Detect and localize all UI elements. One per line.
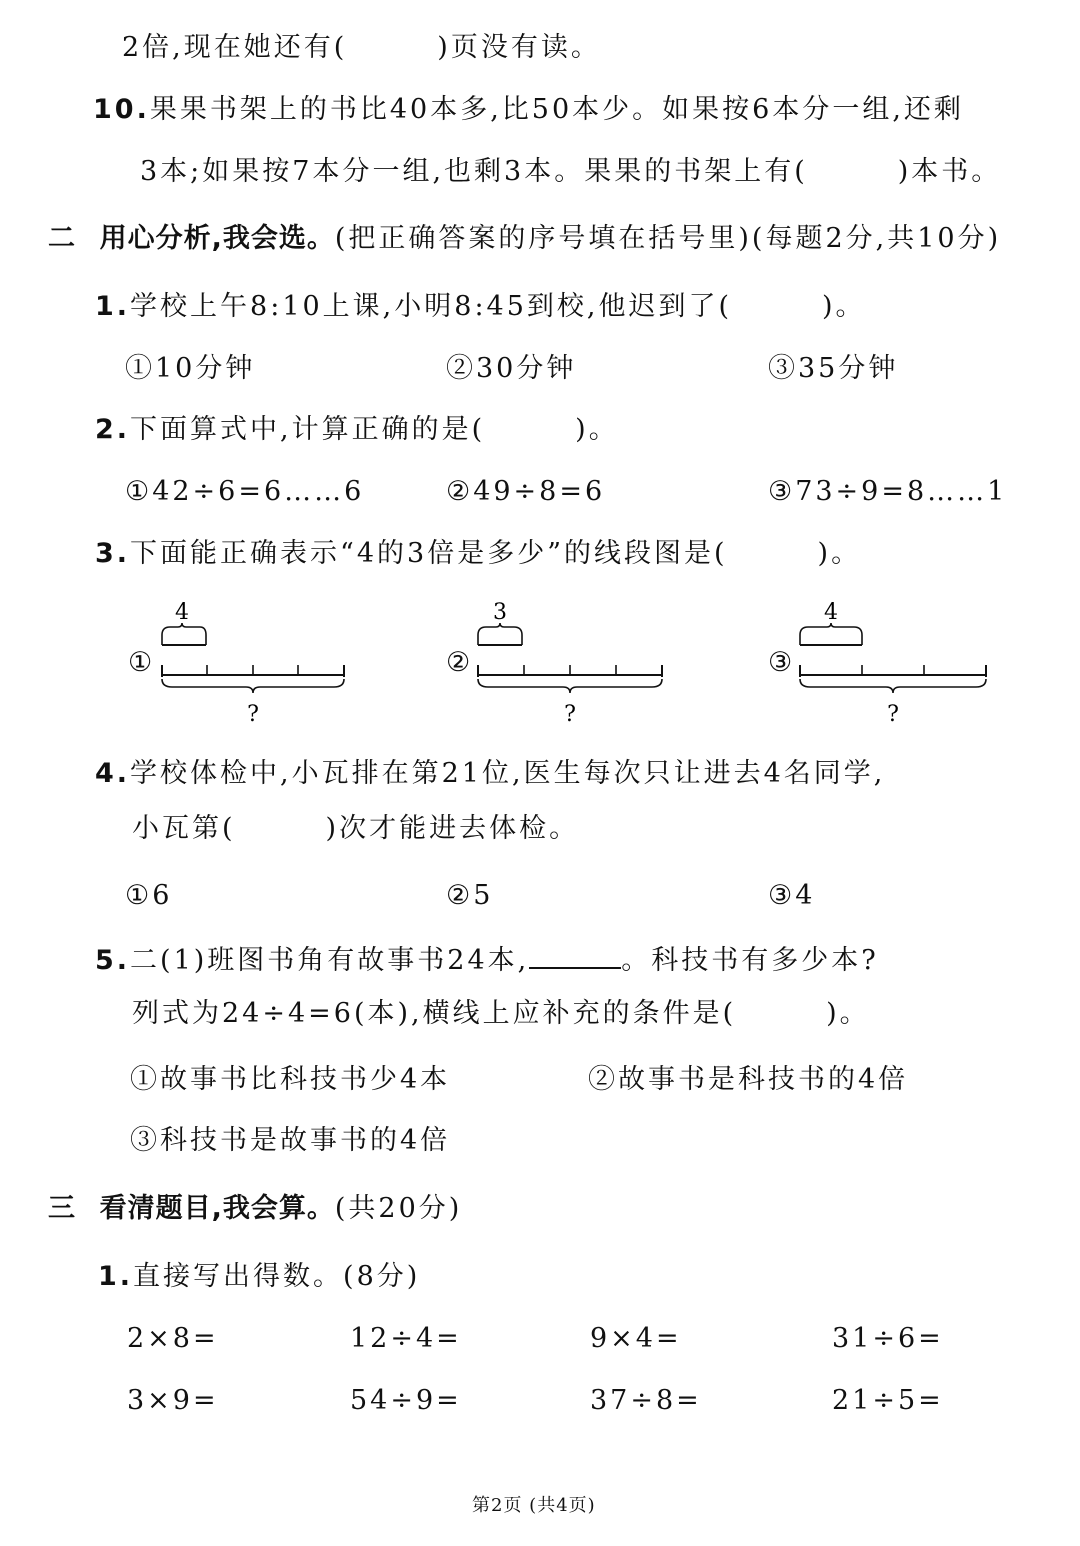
- s2-q1-text: 学校上午8:10上课,小明8:45到校,他迟到了( )。: [130, 291, 866, 322]
- segment-diagram-3: [790, 595, 1000, 730]
- s2-q2-option-3: ③73÷9=8……1: [768, 476, 1008, 507]
- calc-item: 9×4=: [590, 1323, 682, 1354]
- s2-q2-option-2: ②49÷8=6: [446, 476, 606, 507]
- s3-q1-stem: [98, 1263, 420, 1290]
- s2-q5-text-1a: 二(1)班图书角有故事书24本,: [130, 945, 530, 976]
- s2-q2-text: 下面算式中,计算正确的是( )。: [130, 414, 619, 445]
- page-footer: 第2页 (共4页): [472, 1495, 596, 1516]
- s2-q3-stem: [95, 540, 861, 567]
- diagram-1-question-mark: ?: [247, 702, 259, 727]
- s3-q1-number: 1.: [98, 1261, 134, 1292]
- s2-q1-option-3: ③35分钟: [768, 353, 899, 384]
- calc-item: 54÷9=: [350, 1385, 462, 1416]
- diagram-2-top-brace: [478, 623, 522, 635]
- s2-q2-option-1: ①42÷6=6……6: [125, 476, 365, 507]
- section3-title: 看清题目,我会算。: [99, 1193, 335, 1224]
- s2-q5-stem-line1: [95, 945, 879, 974]
- s2-q4-number: 4.: [95, 758, 131, 789]
- diagram-3-bottom-brace: [800, 679, 986, 693]
- s2-q5-option-2: ②故事书是科技书的4倍: [588, 1064, 909, 1095]
- s2-q1-number: 1.: [95, 291, 131, 322]
- s2-q5-number: 5.: [95, 945, 131, 976]
- q10-line1: [93, 96, 964, 123]
- s2-q4-text-1: 学校体检中,小瓦排在第21位,医生每次只让进去4名同学,: [130, 758, 886, 789]
- diagram-1-short-label: 4: [175, 600, 189, 625]
- section3-note: (共20分): [334, 1193, 463, 1224]
- section2-title: 用心分析,我会选。: [99, 223, 335, 254]
- segment-diagram-1: [150, 595, 360, 730]
- s2-q5-stem-line2: 列式为24÷4=6(本),横线上应补充的条件是( )。: [132, 998, 870, 1029]
- s2-q5-text-1b: 。科技书有多少本?: [621, 945, 879, 976]
- s2-q3-option-3: ③: [768, 647, 796, 678]
- calc-item: 37÷8=: [590, 1385, 702, 1416]
- s2-q5-option-1: ①故事书比科技书少4本: [130, 1064, 451, 1095]
- diagram-2-short-label: 3: [493, 600, 507, 625]
- q10-line2: 3本;如果按7本分一组,也剩3本。果果的书架上有( )本书。: [140, 156, 1002, 187]
- s2-q4-stem-line1: [95, 760, 885, 787]
- s2-q1-stem: [95, 293, 866, 320]
- s2-q3-text: 下面能正确表示“4的3倍是多少”的线段图是( )。: [130, 538, 862, 569]
- calc-item: 12÷4=: [350, 1323, 462, 1354]
- segment-diagram-2: [468, 595, 678, 730]
- section3-header: [48, 1195, 462, 1222]
- calc-item: 3×9=: [127, 1385, 219, 1416]
- s2-q1-option-1: ①10分钟: [125, 353, 256, 384]
- diagram-2-bottom-brace: [478, 679, 662, 693]
- s3-q1-text: 直接写出得数。(8分): [133, 1261, 421, 1292]
- s2-q4-option-2: ②5: [446, 880, 494, 911]
- diagram-3-top-brace: [800, 623, 862, 635]
- calc-item: 31÷6=: [832, 1323, 944, 1354]
- s2-q2-number: 2.: [95, 414, 131, 445]
- s2-q4-stem-line2: 小瓦第( )次才能进去体检。: [132, 813, 580, 844]
- fill-in-blank-line: [529, 945, 621, 969]
- q10-number: 10.: [93, 94, 150, 125]
- diagram-2-question-mark: ?: [564, 702, 576, 727]
- diagram-3-short-label: 4: [824, 600, 838, 625]
- s2-q3-number: 3.: [95, 538, 131, 569]
- s2-q4-option-1: ①6: [125, 880, 173, 911]
- s2-q5-option-3: ③科技书是故事书的4倍: [130, 1125, 451, 1156]
- section2-header: [48, 225, 1001, 252]
- calc-item: 2×8=: [127, 1323, 219, 1354]
- calc-item: 21÷5=: [832, 1385, 944, 1416]
- s2-q4-option-3: ③4: [768, 880, 816, 911]
- s2-q1-option-2: ②30分钟: [446, 353, 577, 384]
- section3-marker: 三: [48, 1193, 76, 1224]
- section2-note: (把正确答案的序号填在括号里)(每题2分,共10分): [334, 223, 1002, 254]
- s2-q2-stem: [95, 416, 619, 443]
- diagram-3-question-mark: ?: [887, 702, 899, 727]
- s2-q3-option-2: ②: [446, 647, 474, 678]
- section2-marker: 二: [48, 223, 76, 254]
- diagram-1-bottom-brace: [162, 679, 344, 693]
- carryover-line: 2倍,现在她还有( )页没有读。: [122, 32, 601, 63]
- q10-text-1: 果果书架上的书比40本多,比50本少。如果按6本分一组,还剩: [149, 94, 964, 125]
- s2-q3-option-1: ①: [128, 647, 156, 678]
